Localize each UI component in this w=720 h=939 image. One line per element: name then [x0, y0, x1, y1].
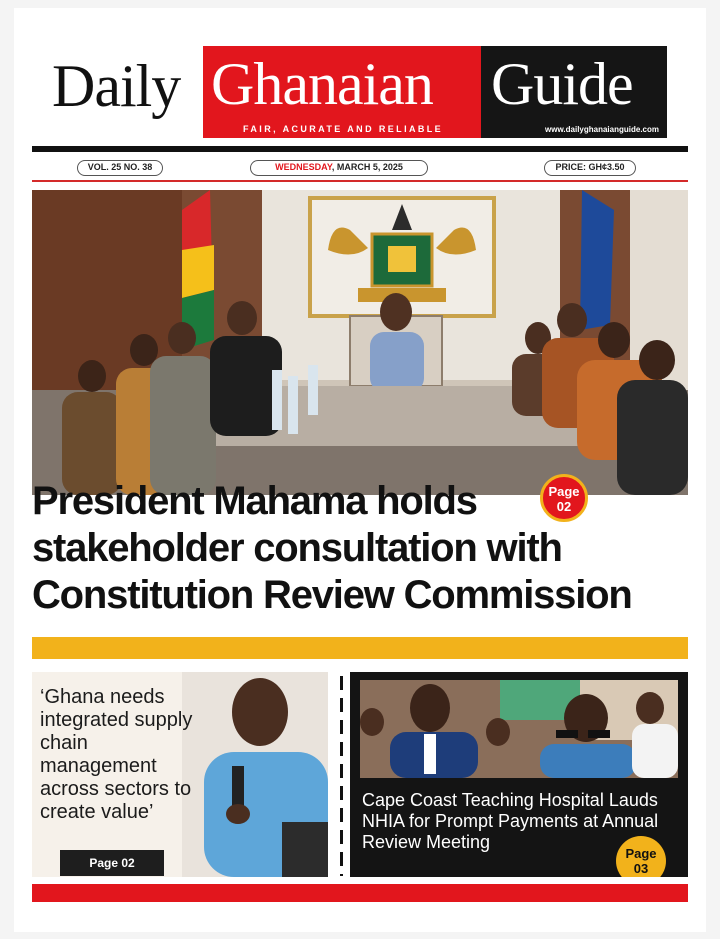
story-supply-chain-headline: ‘Ghana needs integrated supply chain management across sectors to create value’ — [40, 686, 193, 823]
issue-info-bar — [32, 156, 688, 180]
story-cape-coast-headline: Cape Coast Teaching Hospital Lauds NHIA for Prompt Payments at Annual Review Meeting — [362, 790, 659, 852]
masthead-black-block — [481, 46, 667, 138]
lead-headline-line-2: stakeholder consultation with — [32, 526, 562, 570]
lead-page-badge-number: 02 — [556, 499, 572, 514]
weekday-text: WEDNESDAY — [275, 162, 332, 172]
story-supply-chain-page-tag[interactable]: Page 02 — [60, 850, 164, 876]
volume-pill — [77, 160, 163, 176]
masthead-word-guide: Guide — [491, 51, 633, 117]
masthead-slogan: FAIR, ACURATE AND RELIABLE — [243, 124, 444, 134]
lead-headline-line-3: Constitution Review Commission — [32, 573, 632, 617]
lead-photo — [32, 190, 688, 495]
lead-page-badge[interactable] — [540, 474, 588, 522]
story-cape-coast[interactable] — [350, 672, 688, 877]
masthead-daily-block — [38, 38, 204, 138]
masthead — [38, 38, 668, 146]
lead-page-badge-word: Page — [548, 484, 580, 499]
date-pill — [250, 160, 428, 176]
masthead-word-daily: Daily — [52, 53, 181, 119]
lead-headline-line-1: President Mahama holds — [32, 479, 477, 523]
masthead-rule — [32, 146, 688, 152]
story-supply-chain[interactable] — [32, 672, 328, 877]
dashed-divider — [340, 676, 343, 876]
masthead-url: www.dailyghanaianguide.com — [545, 125, 659, 134]
price-pill — [544, 160, 636, 176]
info-rule — [32, 180, 688, 182]
meeting-photo-illustration — [32, 190, 688, 495]
volume-text: VOL. 25 NO. 38 — [87, 162, 153, 172]
price-text: PRICE: GH¢3.50 — [555, 162, 625, 172]
red-footer-bar — [32, 884, 688, 902]
story-cape-coast-badge-word: Page — [625, 846, 657, 861]
yellow-divider-bar — [32, 637, 688, 659]
masthead-word-ghanaian: Ghanaian — [211, 51, 433, 117]
date-text: , MARCH 5, 2025 — [331, 162, 403, 172]
masthead-red-block — [203, 46, 481, 138]
lead-headline — [32, 478, 688, 619]
story-cape-coast-badge-number: 03 — [633, 861, 649, 876]
